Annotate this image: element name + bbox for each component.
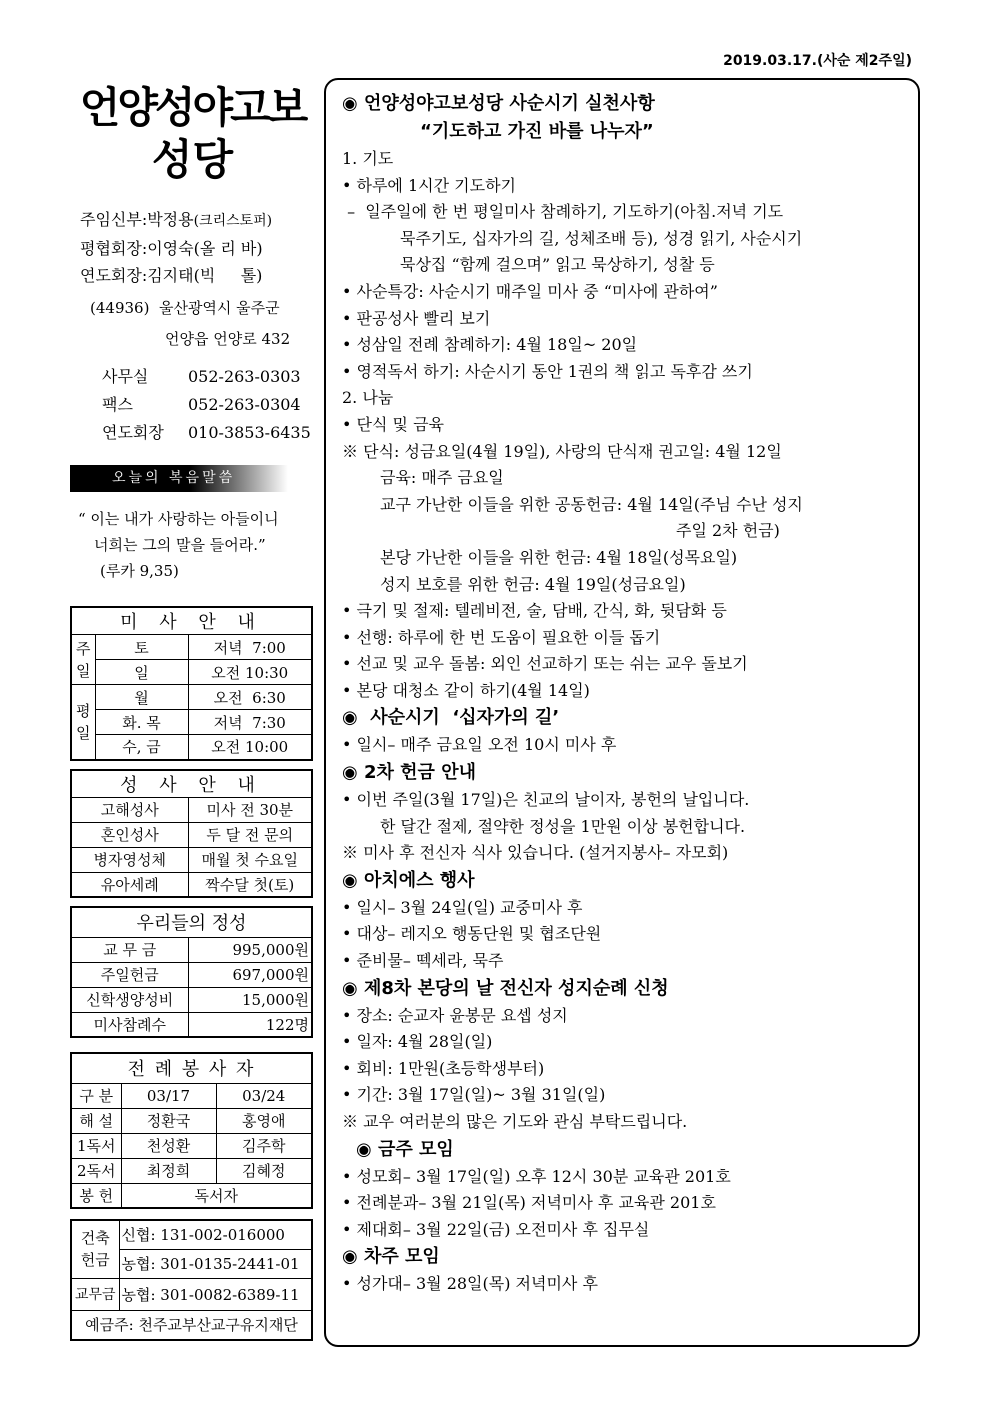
next-week-meetings-title: ◉ 차주 모임 — [342, 1246, 440, 1268]
parish-name: 언양성야고보 — [79, 83, 306, 132]
contact-prayer-president: 연도회장 010-3853-6435 — [102, 423, 311, 442]
staff-prayer-president: 연도회장:김지태(빅 톨) — [80, 266, 263, 285]
liturgy-servers-table: 전 례 봉 사 자 구 분 03/17 03/24 해 설 정환국 홍영애 1독서 천성환 김주학 2독서 최정희 김혜정 봉 헌 독서자 — [70, 1052, 313, 1209]
staff-council-president: 평협회장:이영숙(올 리 바) — [80, 239, 263, 258]
announcements-panel: ◉ 언양성야고보성당 사순시기 실천사항 “기도하고 가진 바를 나누자” 1. 기도 • 하루에 1시간 기도하기 – 일주일에 한 번 평일미사 참례하기, 기도하기(아침.저녁 기도 묵주기도, 십자가의 길, 성체조배 등), 성경 읽기, 사순시기 묵상집 “함께 걸으며” 읽고 묵상하기, 성찰 등 • 사순특강: 사순시기 매주일 미사 중 “미사에 관하여” • 판공성사 빨리 보기 • 성삼일 전례 참례하기: 4월 18일~ 20일 • 영적독서 하기: 사순시기 동안 1권의 책 읽고 독후감 쓰기 2. 나눔 • 단식 및 금육 ※ 단식: 성금요일(4월 19일), 사랑의 단식재 권고일: 4월 12일 금육: 매주 금요일 교구 가난한 이들을 위한 공동헌금: 4월 14일(주님 수난 성지 주일 2차 헌금) 본당 가난한 이들을 위한 헌금: 4월 18일(성목요일) 성지 보호를 위한 헌금: 4월 19일(성금요일) • 극기 및 절제: 텔레비전, 술, 담배, 간식, 화, 뒷담화 등 • 선행: 하루에 한 번 도움이 필요한 이들 돕기 • 선교 및 교우 돌봄: 외인 선교하기 또는 쉬는 교우 돌보기 • 본당 대청소 같이 하기(4월 14일) ◉ 사순시기 ‘십자가의 길’ • 일시– 매주 금요일 오전 10시 미사 후 ◉ 2차 헌금 안내 • 이번 주일(3월 17일)은 친교의 날이자, 봉헌의 날입니다. 한 달간 절제, 절약한 정성을 1만원 이상 봉헌합니다. ※ 미사 후 전신자 식사 있습니다. (설거지봉사– 자모회) ◉ 아치에스 행사 • 일시– 3월 24일(일) 교중미사 후 • 대상– 레지오 행동단원 및 협조단원 • 준비물– 떽세라, 묵주 ◉ 제8차 본당의 날 전신자 성지순례 신청 • 장소: 순교자 윤봉문 요셉 성지 • 일자: 4월 28일(일) • 회비: 1만원(초등학생부터) • 기간: 3월 17일(일)~ 3월 31일(일) ※ 교우 여러분의 많은 기도와 관심 부탁드립니다. ◉ 금주 모임 • 성모회– 3월 17일(일) 오후 12시 30분 교육관 201호 • 전례분과– 3월 21일(목) 저녁미사 후 교육관 201호 • 제대회– 3월 22일(금) 오전미사 후 집무실 ◉ 차주 모임 • 성가대– 3월 28일(목) 저녁미사 후 — [324, 78, 920, 1347]
lent-practice-title: ◉ 언양성야고보성당 사순시기 실천사항 — [342, 93, 655, 114]
building-account-1: 신협: 131-002-016000 — [119, 1220, 312, 1249]
building-account-2: 농협: 301-0135-2441-01 — [119, 1249, 312, 1278]
stations-of-cross-title: ◉ 사순시기 ‘십자가의 길’ — [342, 707, 560, 729]
sacrament-title: 성 사 안 내 — [71, 770, 312, 798]
contact-fax: 팩스 052-263-0304 — [102, 395, 301, 414]
acies-event-title: ◉ 아치에스 행사 — [342, 869, 475, 891]
account-holder: 예금주: 천주교부산교구유지재단 — [71, 1310, 312, 1340]
pilgrimage-title: ◉ 제8차 본당의 날 전신자 성지순례 신청 — [342, 977, 669, 999]
this-week-meetings-title: ◉ 금주 모임 — [356, 1138, 454, 1160]
offering-table: 우리들의 정성 교 무 금 995,000원 주일헌금 697,000원 신학생양성비 15,000원 미사참례수 122명 — [70, 906, 313, 1038]
lent-practice-subtitle: “기도하고 가진 바를 나누자” — [420, 121, 654, 142]
staff-pastor: 주임신부:박정용(크리스토퍼) — [80, 210, 273, 229]
gospel-heading: 오늘의 복음말씀 — [70, 465, 288, 492]
gospel-quote: “ 이는 내가 사랑하는 아들이니 너희는 그의 말을 들어라.” (루카 9,35) — [78, 510, 279, 580]
left-column — [70, 80, 315, 1341]
address-line1: (44936) 울산광역시 울주군 — [90, 299, 280, 317]
staff-list — [70, 206, 315, 289]
address-line2: 언양읍 언양로 432 — [165, 330, 291, 348]
contact-office: 사무실 052-263-0303 — [102, 367, 301, 386]
liturgy-title: 전 례 봉 사 자 — [71, 1053, 312, 1083]
tithe-account: 농협: 301-0082-6389-11 — [119, 1278, 312, 1310]
mass-schedule-title: 미 사 안 내 — [71, 607, 312, 635]
tithe-label: 교무금 — [71, 1278, 119, 1310]
contact-list — [70, 363, 315, 447]
mass-schedule-table: 미 사 안 내 주일 토 저녁 7:00 일 오전 10:30 평일 월 오전 6:30 화. 목 저녁 7:30 수, 금 오전 10:00 — [70, 606, 313, 761]
building-fund-label: 건축 헌금 — [71, 1220, 119, 1278]
mass-sunday-label: 주일 — [71, 635, 95, 685]
offering-title: 우리들의 정성 — [71, 907, 312, 937]
parish-name-line2: 성당 — [151, 135, 234, 184]
bank-accounts-table — [70, 1219, 313, 1341]
bulletin-date: 2019.03.17.(사순 제2주일) — [723, 53, 912, 69]
second-collection-title: ◉ 2차 헌금 안내 — [342, 762, 476, 784]
sacrament-table: 성 사 안 내 고해성사 미사 전 30분 혼인성사 두 달 전 문의 병자영성체 매월 첫 수요일 유아세례 짝수달 첫(토) — [70, 769, 313, 899]
mass-weekday-label: 평일 — [71, 685, 95, 760]
